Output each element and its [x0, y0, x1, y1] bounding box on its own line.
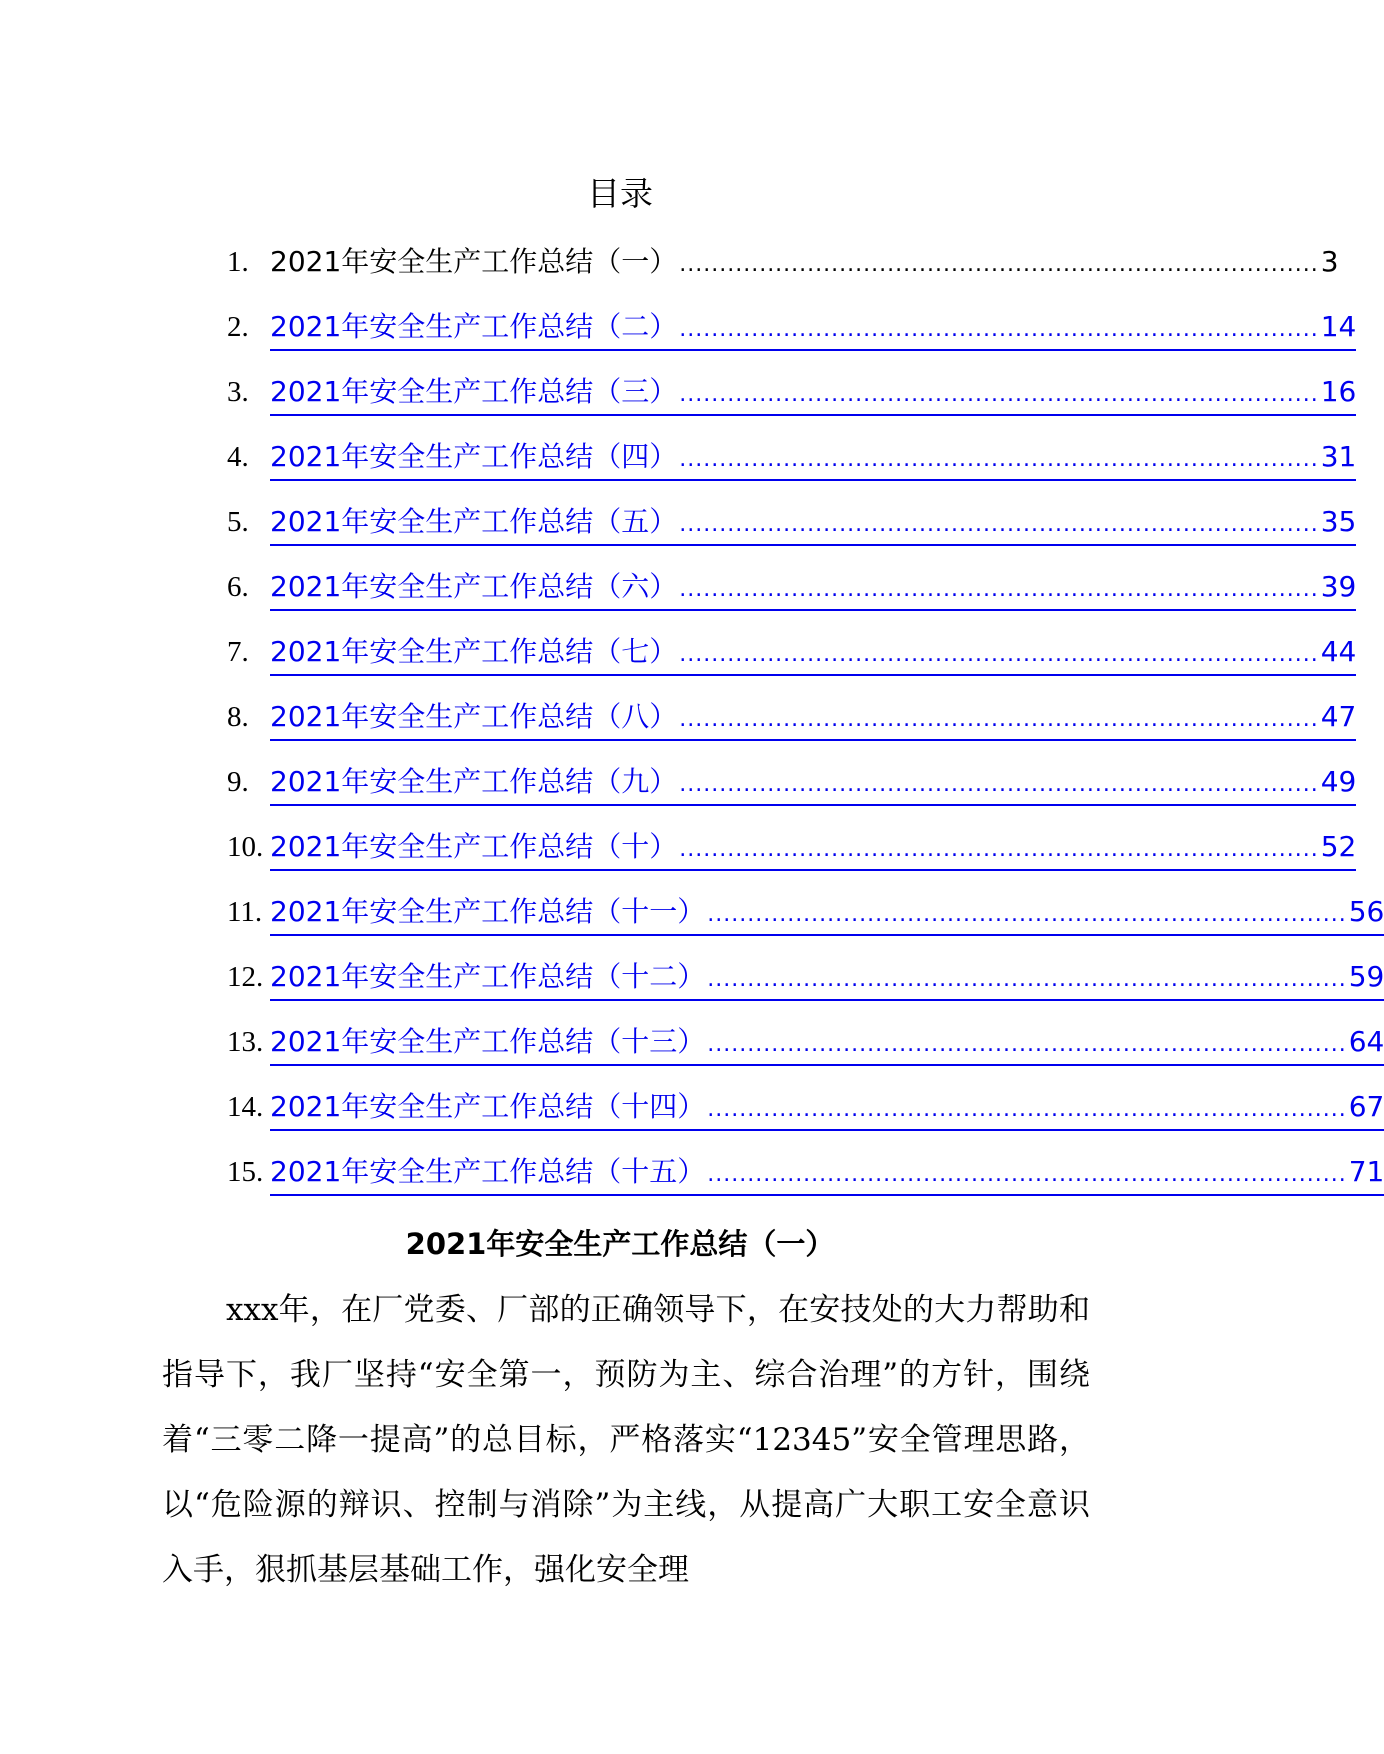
toc-dot-leader: ................................................................................	[707, 1032, 1347, 1057]
toc-entry-number: 10.	[227, 831, 264, 863]
toc-entry-title: 2021年安全生产工作总结（十一）	[270, 895, 706, 928]
toc-entry-number: 15.	[227, 1156, 264, 1188]
toc-entry-page-number: 31	[1320, 440, 1357, 473]
toc-dot-leader: ................................................................................	[679, 837, 1319, 862]
toc-entry	[227, 695, 1357, 760]
toc-entry	[227, 890, 1384, 955]
toc-entry-link[interactable]	[270, 308, 1356, 351]
toc-entry-page-number: 16	[1320, 375, 1357, 408]
toc-entry-link[interactable]	[270, 1088, 1384, 1131]
toc-entry-number: 7.	[227, 636, 249, 668]
toc-entry-page-number: 52	[1320, 830, 1357, 863]
toc-entry-link[interactable]	[270, 893, 1384, 936]
toc-entry-number: 4.	[227, 441, 249, 473]
toc-entry-link[interactable]	[270, 503, 1356, 546]
toc-dot-leader: ................................................................................	[707, 967, 1347, 992]
toc-entry-page-number: 59	[1348, 960, 1384, 993]
toc-entry-link[interactable]	[270, 1023, 1384, 1066]
toc-entry-page-number: 35	[1320, 505, 1357, 538]
toc-title: 目录	[587, 174, 653, 213]
toc-entry-number: 5.	[227, 506, 249, 538]
toc-entry	[227, 500, 1357, 565]
toc-entry-title: 2021年安全生产工作总结（十二）	[270, 960, 706, 993]
toc-entry-title: 2021年安全生产工作总结（五）	[270, 505, 678, 538]
toc-entry-title: 2021年安全生产工作总结（二）	[270, 310, 678, 343]
toc-entry-number: 9.	[227, 766, 249, 798]
toc-entry	[227, 630, 1357, 695]
toc-dot-leader: ................................................................................	[679, 317, 1319, 342]
toc-dot-leader: ................................................................................	[679, 512, 1319, 537]
toc-entry	[227, 1085, 1384, 1150]
toc-entry-link[interactable]	[270, 243, 1339, 284]
toc-entry	[227, 955, 1384, 1020]
toc-dot-leader: ................................................................................	[707, 1097, 1347, 1122]
toc-dot-leader: ................................................................................	[679, 707, 1319, 732]
toc-entry-title: 2021年安全生产工作总结（九）	[270, 765, 678, 798]
toc-entry-link[interactable]	[270, 438, 1356, 481]
toc-entry-page-number: 3	[1320, 245, 1339, 278]
toc-entry-number: 14.	[227, 1091, 264, 1123]
toc-entry-page-number: 56	[1348, 895, 1384, 928]
toc-entry-number: 13.	[227, 1026, 264, 1058]
toc-entry	[227, 370, 1357, 435]
toc-dot-leader: ................................................................................	[707, 1162, 1347, 1187]
toc-entry-title: 2021年安全生产工作总结（十四）	[270, 1090, 706, 1123]
toc-entry-title: 2021年安全生产工作总结（十五）	[270, 1155, 706, 1188]
toc-entry-title: 2021年安全生产工作总结（一）	[270, 245, 678, 278]
toc-dot-leader: ................................................................................	[679, 772, 1319, 797]
toc-entry-title: 2021年安全生产工作总结（三）	[270, 375, 678, 408]
toc-entry-link[interactable]	[270, 1153, 1384, 1196]
toc-entry-link[interactable]	[270, 633, 1356, 676]
toc-dot-leader: ................................................................................	[679, 447, 1319, 472]
toc-entry-title: 2021年安全生产工作总结（十三）	[270, 1025, 706, 1058]
toc-entry-page-number: 64	[1348, 1025, 1384, 1058]
toc-entry-title: 2021年安全生产工作总结（八）	[270, 700, 678, 733]
toc-entry-number: 6.	[227, 571, 249, 603]
toc-entry	[227, 1150, 1384, 1215]
toc-entry-title: 2021年安全生产工作总结（十）	[270, 830, 678, 863]
toc-entry-page-number: 39	[1320, 570, 1357, 603]
toc-entry-number: 1.	[227, 246, 249, 278]
toc-entry-link[interactable]	[270, 958, 1384, 1001]
toc-dot-leader: ................................................................................	[679, 577, 1319, 602]
toc-entry	[227, 305, 1357, 370]
toc-dot-leader: ................................................................................	[679, 382, 1319, 407]
toc-entry	[227, 760, 1357, 825]
toc-entry	[227, 240, 1339, 305]
toc-entry	[227, 825, 1357, 890]
toc-entry	[227, 1020, 1384, 1085]
toc-entry	[227, 565, 1357, 630]
toc-entry-title: 2021年安全生产工作总结（七）	[270, 635, 678, 668]
toc-entry	[227, 435, 1357, 500]
toc-entry-link[interactable]	[270, 698, 1356, 741]
toc-entry-number: 11.	[227, 896, 263, 928]
toc-entry-number: 12.	[227, 961, 264, 993]
toc-entry-link[interactable]	[270, 828, 1356, 871]
toc-entry-page-number: 47	[1320, 700, 1357, 733]
document-heading: 2021年安全生产工作总结（一）	[405, 1227, 835, 1261]
toc-entry-page-number: 67	[1348, 1090, 1384, 1123]
toc-dot-leader: ................................................................................	[679, 642, 1319, 667]
table-of-contents	[227, 240, 1384, 1215]
toc-entry-link[interactable]	[270, 568, 1356, 611]
toc-dot-leader: ................................................................................	[707, 902, 1347, 927]
toc-entry-page-number: 71	[1348, 1155, 1384, 1188]
toc-entry-page-number: 49	[1320, 765, 1357, 798]
toc-entry-link[interactable]	[270, 373, 1356, 416]
toc-entry-title: 2021年安全生产工作总结（六）	[270, 570, 678, 603]
toc-entry-title: 2021年安全生产工作总结（四）	[270, 440, 678, 473]
toc-entry-page-number: 14	[1320, 310, 1357, 343]
toc-entry-number: 3.	[227, 376, 249, 408]
toc-entry-number: 8.	[227, 701, 249, 733]
toc-entry-link[interactable]	[270, 763, 1356, 806]
toc-entry-page-number: 44	[1320, 635, 1357, 668]
body-paragraph: xxx年，在厂党委、厂部的正确领导下，在安技处的大力帮助和指导下，我厂坚持“安全第一，预防为主、综合治理”的方针，围绕着“三零二降一提高”的总目标，严格落实“12345”安全管理思路，以“危险源的辩识、控制与消除”为主线，从提高广大职工安全意识入手，狠抓基层基础工作，强化安全理	[162, 1292, 1090, 1588]
toc-entry-number: 2.	[227, 311, 249, 343]
toc-dot-leader: ................................................................................	[679, 252, 1319, 277]
